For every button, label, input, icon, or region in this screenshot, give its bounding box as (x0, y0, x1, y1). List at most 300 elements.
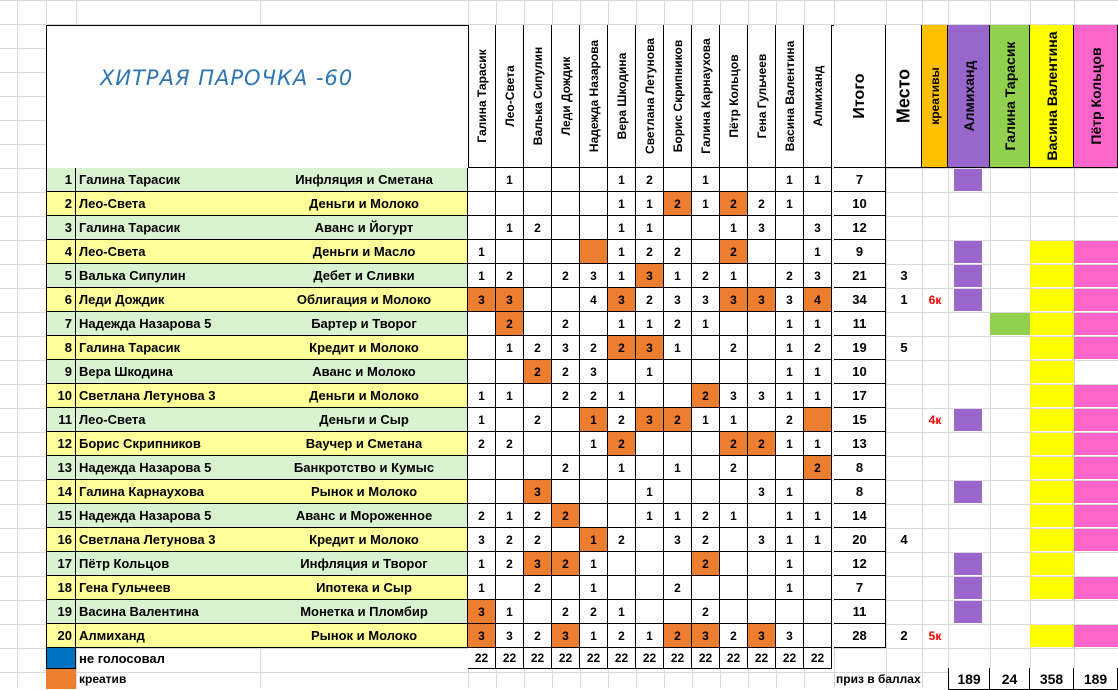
voter-name: Светлана Летунова (642, 38, 657, 154)
prize-name: Галина Тарасик (1001, 41, 1018, 151)
score-cell: 1 (580, 576, 608, 600)
score-cell (524, 312, 552, 336)
voter-name: Гена Гульчеев (754, 53, 769, 139)
score-cell-creative: 2 (748, 432, 776, 456)
score-cell (664, 360, 692, 384)
voter-name: Васина Валентина (782, 40, 797, 152)
score-cell (636, 552, 664, 576)
score-cell: 1 (692, 192, 720, 216)
divider (75, 408, 76, 432)
entry-title: Кредит и Молоко (309, 532, 419, 547)
creative-count (922, 600, 948, 624)
score-cell (552, 168, 580, 192)
score-cell: 2 (636, 240, 664, 264)
place-cell: 3 (900, 268, 908, 283)
divider (75, 600, 76, 624)
score-cell (524, 456, 552, 480)
score-cell: 1 (804, 360, 832, 384)
place-cell (886, 552, 922, 576)
score-cell (748, 336, 776, 360)
score-cell (552, 480, 580, 504)
prize-value: 189 (948, 668, 990, 690)
prize-mark (1074, 385, 1118, 407)
score-cell: 2 (524, 408, 552, 432)
score-cell: 1 (804, 384, 832, 408)
score-cell-creative: 2 (692, 552, 720, 576)
header-label: креативы (927, 67, 942, 125)
author-name: Лео-Света (79, 412, 146, 427)
score-cell: 1 (468, 576, 496, 600)
score-cell (720, 312, 748, 336)
prize-mark (954, 409, 982, 431)
score-cell: 2 (468, 432, 496, 456)
total-cell: 20 (834, 528, 886, 552)
divider (75, 432, 76, 456)
score-cell-creative: 2 (496, 312, 524, 336)
place-cell (886, 504, 922, 528)
score-cell: 3 (664, 288, 692, 312)
score-cell (552, 528, 580, 552)
score-cell: 1 (636, 192, 664, 216)
score-cell-creative: 3 (524, 480, 552, 504)
not-voted-label: не голосовал (79, 651, 165, 666)
score-cell: 1 (804, 168, 832, 192)
author-name: Валька Сипулин (79, 268, 186, 283)
total-cell: 8 (834, 480, 886, 504)
score-cell (748, 600, 776, 624)
entry-title: Деньги и Сыр (319, 412, 409, 427)
score-cell (552, 432, 580, 456)
score-cell: 1 (608, 264, 636, 288)
score-cell (524, 192, 552, 216)
score-cell-creative: 3 (468, 288, 496, 312)
creative-count (922, 264, 948, 288)
score-cell: 2 (776, 408, 804, 432)
place-cell (886, 240, 922, 264)
score-cell (720, 528, 748, 552)
author-name: Васина Валентина (79, 604, 199, 619)
prize-mark (954, 553, 982, 575)
score-cell (580, 504, 608, 528)
entry-title: Рынок и Молоко (310, 628, 418, 643)
score-cell: 3 (552, 336, 580, 360)
total-cell: 28 (834, 624, 886, 648)
score-cell (664, 432, 692, 456)
divider (75, 336, 76, 360)
score-cell-creative: 2 (664, 624, 692, 648)
score-cell (664, 600, 692, 624)
voter-header (524, 25, 552, 168)
total-cell: 15 (834, 408, 886, 432)
score-cell: 1 (804, 528, 832, 552)
prize-name: Васина Валентина (1043, 31, 1060, 161)
score-cell (468, 336, 496, 360)
score-cell (552, 216, 580, 240)
score-cell: 2 (580, 336, 608, 360)
place-cell: 5 (900, 340, 908, 355)
row-number: 16 (57, 532, 72, 547)
score-cell (748, 552, 776, 576)
total-cell: 12 (834, 216, 886, 240)
score-cell: 3 (496, 624, 524, 648)
score-cell (692, 240, 720, 264)
score-cell: 2 (524, 576, 552, 600)
creative-count (922, 192, 948, 216)
prize-header (948, 25, 990, 168)
score-cell: 2 (608, 528, 636, 552)
score-cell (748, 408, 776, 432)
score-cell (692, 336, 720, 360)
score-cell (692, 216, 720, 240)
score-cell (552, 408, 580, 432)
voter-header (496, 25, 524, 168)
score-cell (692, 576, 720, 600)
prize-mark (954, 265, 982, 287)
total-cell: 7 (834, 576, 886, 600)
score-cell-creative: 3 (608, 288, 636, 312)
author-name: Гена Гульчеев (79, 580, 171, 595)
score-cell-creative: 4 (804, 288, 832, 312)
score-cell (496, 192, 524, 216)
score-cell (720, 576, 748, 600)
score-cell-creative: 3 (720, 288, 748, 312)
not-voted-count: 22 (720, 648, 748, 669)
score-cell-creative: 2 (552, 552, 580, 576)
creative-count (922, 384, 948, 408)
place-cell (886, 408, 922, 432)
voter-name: Галина Тарасик (475, 49, 489, 143)
score-cell (580, 312, 608, 336)
score-cell-creative: 2 (692, 384, 720, 408)
not-voted-count: 22 (468, 648, 496, 669)
score-cell: 2 (524, 216, 552, 240)
score-cell: 1 (804, 504, 832, 528)
voter-header (748, 25, 776, 168)
score-cell (804, 192, 832, 216)
entry-title: Дебет и Сливки (313, 268, 415, 283)
score-cell: 3 (748, 216, 776, 240)
prize-header (1030, 25, 1074, 168)
place-cell: 2 (900, 628, 908, 643)
score-cell: 3 (804, 264, 832, 288)
score-cell: 1 (608, 312, 636, 336)
divider (75, 216, 76, 240)
row-number: 9 (64, 364, 72, 379)
place-cell: 4 (900, 532, 908, 547)
prize-mark (1030, 385, 1074, 407)
score-cell (720, 168, 748, 192)
total-cell: 11 (834, 600, 886, 624)
total-cell: 10 (834, 192, 886, 216)
score-cell (636, 432, 664, 456)
divider (75, 504, 76, 528)
score-cell-creative (804, 408, 832, 432)
score-cell: 2 (552, 456, 580, 480)
voter-header (468, 25, 496, 168)
score-cell: 2 (552, 312, 580, 336)
score-cell: 1 (776, 432, 804, 456)
creative-count (922, 360, 948, 384)
score-cell-creative: 3 (692, 624, 720, 648)
place-cell: 1 (900, 292, 908, 307)
score-cell (524, 264, 552, 288)
entry-title: Ваучер и Сметана (305, 436, 423, 451)
not-voted-count: 22 (664, 648, 692, 669)
author-name: Светлана Летунова 3 (79, 532, 216, 547)
creative-count (922, 216, 948, 240)
creative-count (922, 336, 948, 360)
legend-swatch-blue (46, 648, 76, 669)
prize-label: приз в баллах (836, 672, 921, 686)
score-cell: 1 (608, 600, 636, 624)
score-cell (468, 168, 496, 192)
author-name: Надежда Назарова 5 (79, 316, 212, 331)
score-cell-creative (580, 240, 608, 264)
row-number: 10 (57, 388, 72, 403)
author-name: Надежда Назарова 5 (79, 508, 212, 523)
voter-name: Лео-Света (502, 65, 517, 127)
score-cell (636, 576, 664, 600)
divider (75, 312, 76, 336)
voter-header (720, 25, 748, 168)
score-cell-creative: 3 (468, 624, 496, 648)
prize-mark (954, 169, 982, 191)
author-name: Пётр Кольцов (79, 556, 170, 571)
score-cell (720, 480, 748, 504)
score-cell (692, 456, 720, 480)
row-number: 13 (57, 460, 72, 475)
score-cell-creative: 1 (580, 528, 608, 552)
author-name: Лео-Света (79, 196, 146, 211)
score-cell-creative: 2 (608, 432, 636, 456)
score-cell (748, 576, 776, 600)
score-cell (664, 480, 692, 504)
not-voted-count: 22 (608, 648, 636, 669)
score-cell: 1 (496, 216, 524, 240)
score-cell: 2 (552, 384, 580, 408)
score-cell-creative: 2 (804, 456, 832, 480)
score-cell: 2 (636, 288, 664, 312)
score-cell (496, 576, 524, 600)
voter-header (636, 25, 664, 168)
score-cell (804, 480, 832, 504)
place-cell (886, 216, 922, 240)
prize-mark (954, 601, 982, 623)
creative-count (922, 504, 948, 528)
not-voted-count: 22 (580, 648, 608, 669)
entry-title: Ипотека и Сыр (316, 580, 412, 595)
score-cell (692, 360, 720, 384)
score-cell: 1 (664, 264, 692, 288)
score-cell: 2 (692, 528, 720, 552)
score-cell: 1 (720, 408, 748, 432)
score-cell: 1 (804, 312, 832, 336)
score-cell (552, 288, 580, 312)
score-cell: 1 (776, 336, 804, 360)
divider (75, 168, 76, 192)
score-cell: 2 (608, 408, 636, 432)
author-name: Алмиханд (79, 628, 145, 643)
score-cell: 2 (748, 192, 776, 216)
score-cell: 2 (692, 264, 720, 288)
prize-mark (1074, 625, 1118, 647)
place-cell (886, 360, 922, 384)
voter-header (580, 25, 608, 168)
score-cell-creative: 3 (496, 288, 524, 312)
row-number: 15 (57, 508, 72, 523)
score-cell (664, 552, 692, 576)
prize-name: Пётр Кольцов (1087, 47, 1104, 145)
prize-mark (1074, 289, 1118, 311)
score-cell: 1 (636, 480, 664, 504)
author-name: Надежда Назарова 5 (79, 460, 212, 475)
prize-mark (1074, 337, 1118, 359)
creative-legend-label: креатив (79, 672, 127, 686)
score-cell: 3 (748, 384, 776, 408)
row-number: 4 (64, 244, 72, 259)
score-cell (776, 456, 804, 480)
score-cell-creative: 3 (468, 600, 496, 624)
score-cell: 1 (720, 216, 748, 240)
place-cell (886, 456, 922, 480)
not-voted-count: 22 (692, 648, 720, 669)
creative-count (922, 552, 948, 576)
score-cell (468, 312, 496, 336)
score-cell (664, 384, 692, 408)
entry-title: Инфляция и Творог (300, 556, 428, 571)
score-cell-creative: 2 (552, 504, 580, 528)
row-number: 3 (64, 220, 72, 235)
prize-mark (1074, 529, 1118, 551)
score-cell (524, 432, 552, 456)
divider (75, 192, 76, 216)
score-cell: 1 (608, 192, 636, 216)
score-cell: 1 (636, 504, 664, 528)
score-cell (664, 168, 692, 192)
score-cell: 1 (636, 360, 664, 384)
score-cell (524, 168, 552, 192)
score-cell (496, 240, 524, 264)
entry-title: Кредит и Молоко (309, 340, 419, 355)
score-cell: 3 (468, 528, 496, 552)
grid-line (17, 0, 18, 688)
entry-title: Рынок и Молоко (310, 484, 418, 499)
score-cell: 1 (496, 600, 524, 624)
score-cell: 2 (692, 600, 720, 624)
score-cell: 1 (468, 552, 496, 576)
score-cell-creative: 2 (720, 432, 748, 456)
score-cell-creative: 2 (608, 336, 636, 360)
score-cell: 1 (608, 384, 636, 408)
row-number: 5 (64, 268, 72, 283)
score-cell-creative: 2 (720, 240, 748, 264)
author-name: Светлана Летунова 3 (79, 388, 216, 403)
score-cell: 1 (776, 384, 804, 408)
score-cell (720, 600, 748, 624)
score-cell: 1 (776, 360, 804, 384)
score-cell: 3 (748, 528, 776, 552)
score-cell: 2 (552, 600, 580, 624)
score-cell: 2 (804, 336, 832, 360)
prize-mark (954, 289, 982, 311)
score-cell: 1 (692, 408, 720, 432)
score-cell: 1 (804, 240, 832, 264)
score-cell (524, 288, 552, 312)
score-cell: 1 (720, 504, 748, 528)
creative-count (922, 576, 948, 600)
score-cell: 1 (608, 168, 636, 192)
score-cell: 4 (580, 288, 608, 312)
score-cell: 2 (552, 264, 580, 288)
score-cell (608, 360, 636, 384)
score-cell: 1 (636, 216, 664, 240)
prize-header (990, 25, 1030, 168)
score-cell: 1 (776, 192, 804, 216)
score-cell (776, 600, 804, 624)
prize-mark (1030, 313, 1074, 335)
score-cell (748, 504, 776, 528)
prize-mark (1074, 505, 1118, 527)
score-cell: 1 (496, 504, 524, 528)
score-cell: 1 (496, 168, 524, 192)
prize-mark (1030, 337, 1074, 359)
total-cell: 7 (834, 168, 886, 192)
row-number: 20 (57, 628, 72, 643)
voter-header (608, 25, 636, 168)
score-cell: 3 (776, 288, 804, 312)
voter-header (692, 25, 720, 168)
score-cell-creative: 3 (636, 264, 664, 288)
score-cell: 2 (496, 528, 524, 552)
place-cell (886, 576, 922, 600)
total-cell: 14 (834, 504, 886, 528)
score-cell: 1 (692, 312, 720, 336)
header-label: Место (893, 68, 913, 124)
entry-title: Аванс и Мороженное (295, 508, 433, 523)
row-number: 8 (64, 340, 72, 355)
score-cell: 1 (580, 432, 608, 456)
score-cell (776, 216, 804, 240)
creative-count (922, 432, 948, 456)
place-cell (886, 192, 922, 216)
score-cell: 1 (608, 216, 636, 240)
score-cell: 1 (608, 456, 636, 480)
score-cell: 1 (776, 312, 804, 336)
entry-title: Деньги и Молоко (309, 388, 419, 403)
score-cell: 2 (496, 552, 524, 576)
divider (75, 360, 76, 384)
prize-mark (954, 241, 982, 263)
entry-title: Деньги и Молоко (309, 196, 419, 211)
creative-count (922, 456, 948, 480)
entry-title: Деньги и Масло (312, 244, 416, 259)
voter-name: Леди Дождик (558, 56, 573, 136)
score-cell: 2 (552, 360, 580, 384)
place-cell (886, 600, 922, 624)
total-cell: 17 (834, 384, 886, 408)
score-cell: 1 (496, 384, 524, 408)
score-cell: 1 (468, 240, 496, 264)
score-cell-creative: 1 (580, 408, 608, 432)
prize-value: 24 (990, 668, 1030, 690)
score-cell (636, 384, 664, 408)
divider (75, 288, 76, 312)
prize-mark (954, 481, 982, 503)
author-name: Галина Карнаухова (79, 484, 205, 499)
divider (75, 552, 76, 576)
total-cell: 21 (834, 264, 886, 288)
entry-title: Бартер и Творог (311, 316, 417, 331)
